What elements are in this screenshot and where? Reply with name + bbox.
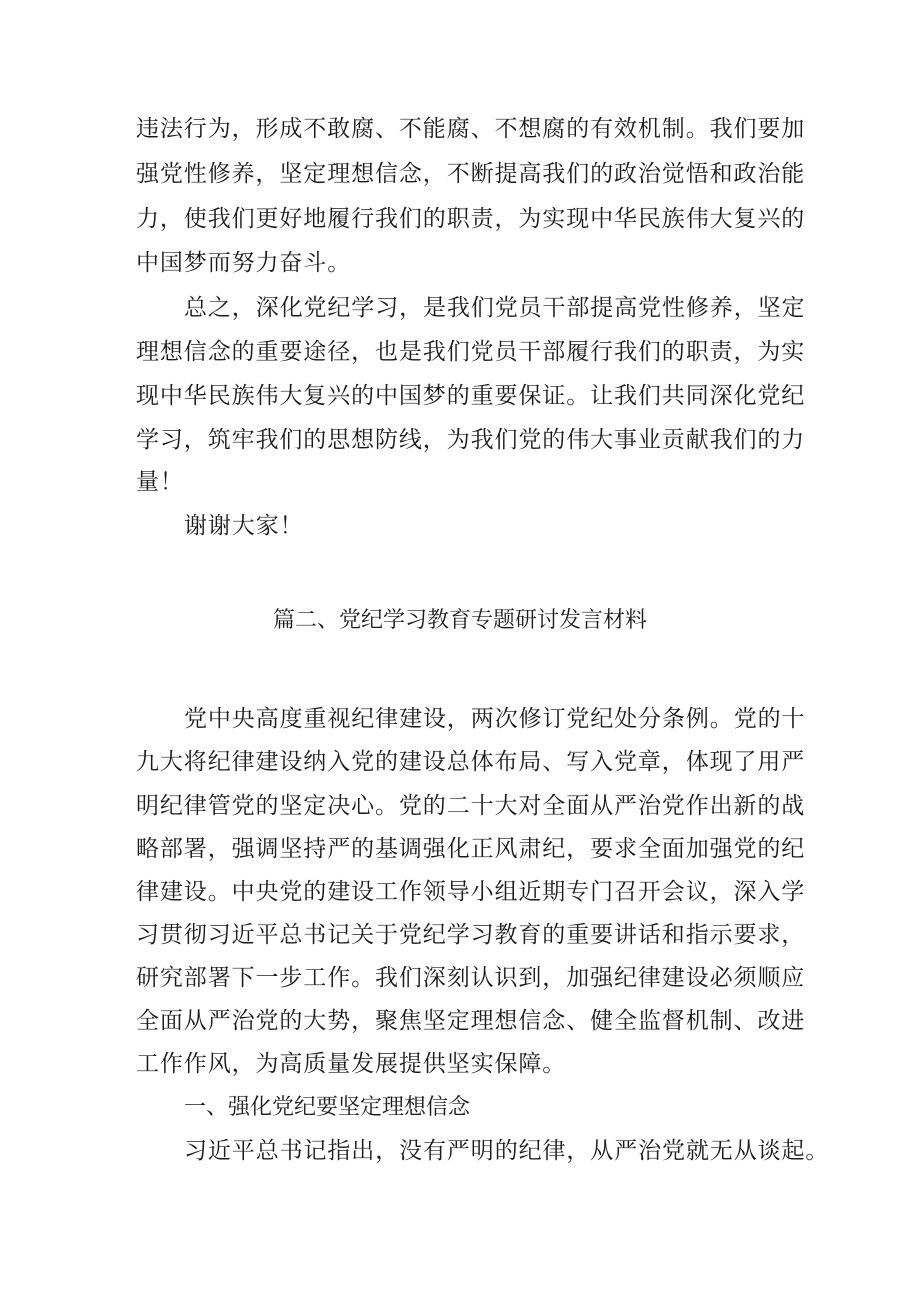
paragraph-line: 中国梦而努力奋斗。 (136, 250, 352, 276)
paragraph-line: 习贯彻习近平总书记关于党纪学习教育的重要讲话和指示要求， (136, 922, 806, 948)
paragraph-line: 律建设。中央党的建设工作领导小组近期专门召开会议，深入学 (136, 879, 806, 905)
paragraph-line: 习近平总书记指出，没有严明的纪律，从严治党就无从谈起。 (184, 1138, 830, 1164)
paragraph-line: 研究部署下一步工作。我们深刻认识到，加强纪律建设必须顺应 (136, 965, 806, 991)
subsection-title: 一、强化党纪要坚定理想信念 (184, 1095, 471, 1120)
paragraph-line: 理想信念的重要途径，也是我们党员干部履行我们的职责，为实 (136, 339, 806, 365)
section-title: 篇二、党纪学习教育专题研讨发言材料 (272, 608, 647, 633)
paragraph-line: 违法行为，形成不敢腐、不能腐、不想腐的有效机制。我们要加 (136, 116, 806, 142)
paragraph-line: 工作作风，为高质量发展提供坚实保障。 (136, 1051, 567, 1077)
paragraph-line: 略部署，强调坚持严的基调强化正风肃纪，要求全面加强党的纪 (136, 836, 806, 862)
paragraph-line: 强党性修养，坚定理想信念，不断提高我们的政治觉悟和政治能 (136, 161, 806, 187)
closing-thanks: 谢谢大家！ (184, 513, 304, 539)
paragraph-line: 明纪律管党的坚定决心。党的二十大对全面从严治党作出新的战 (136, 793, 806, 819)
paragraph-line: 总之，深化党纪学习，是我们党员干部提高党性修养，坚定 (184, 295, 806, 321)
paragraph-line: 九大将纪律建设纳入党的建设总体布局、写入党章，体现了用严 (136, 749, 806, 775)
paragraph-line: 量！ (136, 469, 184, 495)
paragraph-line: 力，使我们更好地履行我们的职责，为实现中华民族伟大复兴的 (136, 206, 806, 232)
paragraph-line: 现中华民族伟大复兴的中国梦的重要保证。让我们共同深化党纪 (136, 383, 806, 409)
paragraph-line: 全面从严治党的大势，聚焦坚定理想信念、健全监督机制、改进 (136, 1008, 806, 1034)
paragraph-line: 学习，筑牢我们的思想防线，为我们党的伟大事业贡献我们的力 (136, 427, 806, 453)
paragraph-line: 党中央高度重视纪律建设，两次修订党纪处分条例。党的十 (184, 706, 806, 732)
